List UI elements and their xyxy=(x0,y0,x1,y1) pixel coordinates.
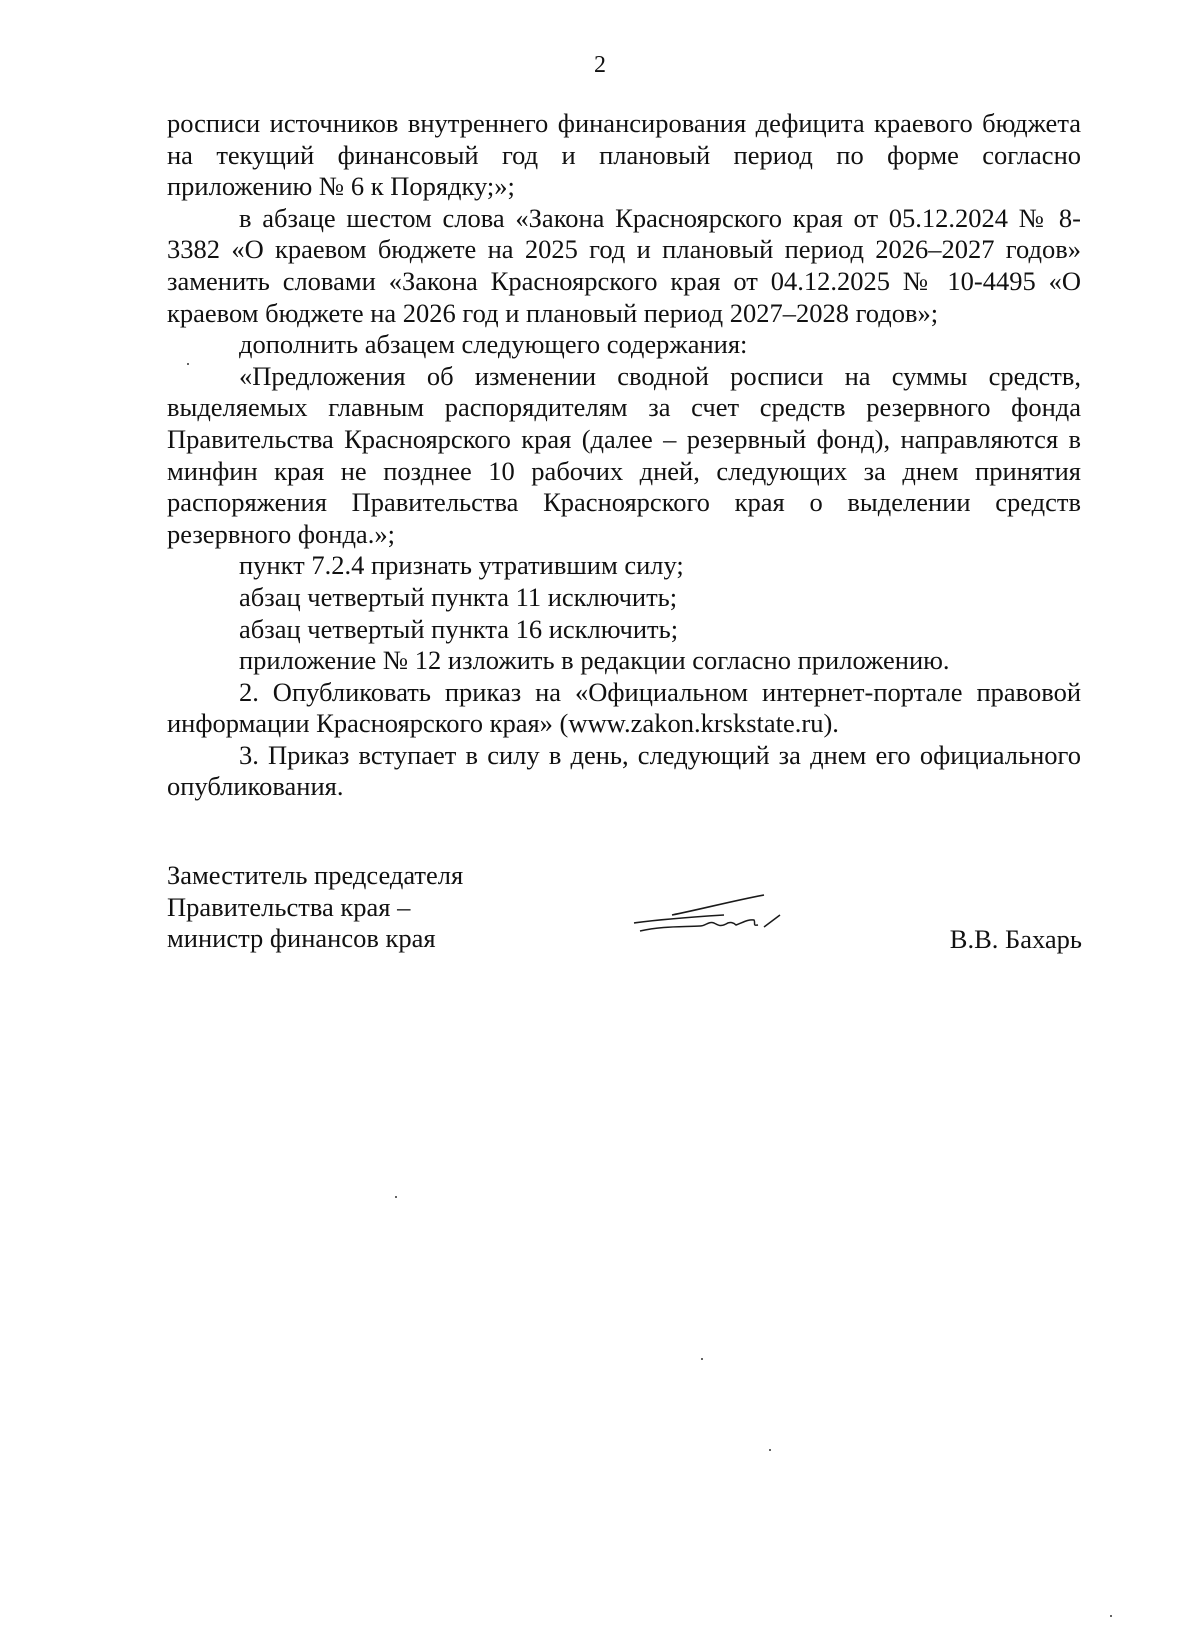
paragraph: «Предложения об изменении сводной росписи на суммы средств, выделяемых главным распорядителям за счет средств резервного фонда Правительства Красноярского края (далее – резервный фонд), направляются в минфин края не позднее 10 рабочих дней, следующих за днем принятия распоряжения Правительства Красноярского края о выделении средств резервного фонда.»; xyxy=(167,360,1081,549)
position-line: министр финансов края xyxy=(167,923,436,954)
scan-speck xyxy=(701,1358,703,1360)
position-line: Правительства края – xyxy=(167,891,411,922)
paragraph: пункт 7.2.4 признать утратившим силу; xyxy=(239,550,684,581)
handwritten-signature xyxy=(632,893,832,943)
paragraph: дополнить абзацем следующего содержания: xyxy=(239,329,748,360)
paragraph: приложение № 12 изложить в редакции согласно приложению. xyxy=(239,645,950,676)
paragraph: абзац четвертый пункта 11 исключить; xyxy=(239,581,678,612)
page-number: 2 xyxy=(594,52,606,78)
position-line: Заместитель председателя xyxy=(167,860,464,890)
paragraph: 2. Опубликовать приказ на «Официальном интернет-портале правовой информации Красноярского края» (www.zakon.krskstate.ru). xyxy=(167,676,1081,739)
document-body xyxy=(167,108,1081,803)
scan-speck xyxy=(187,363,189,365)
scan-speck xyxy=(1110,1615,1112,1617)
paragraph: росписи источников внутреннего финансирования дефицита краевого бюджета на текущий финансовый год и плановый период по форме согласно приложению № 6 к Порядку;»; xyxy=(167,108,1081,202)
paragraph: в абзаце шестом слова «Закона Красноярского края от 05.12.2024 № 8-3382 «О краевом бюджете на 2025 год и плановый период 2026–2027 годов» заменить словами «Закона Красноярского края от 04.12.2025 № 10-4495 «О краевом бюджете на 2026 год и плановый период 2027–2028 годов»; xyxy=(167,202,1081,328)
signatory-position xyxy=(167,860,463,955)
scan-speck xyxy=(395,1196,397,1198)
scan-speck xyxy=(769,1449,771,1451)
signer-name: В.В. Бахарь xyxy=(949,924,1082,954)
paragraph: абзац четвертый пункта 16 исключить; xyxy=(239,613,679,644)
paragraph: 3. Приказ вступает в силу в день, следующий за днем его официального опубликования. xyxy=(167,739,1081,802)
